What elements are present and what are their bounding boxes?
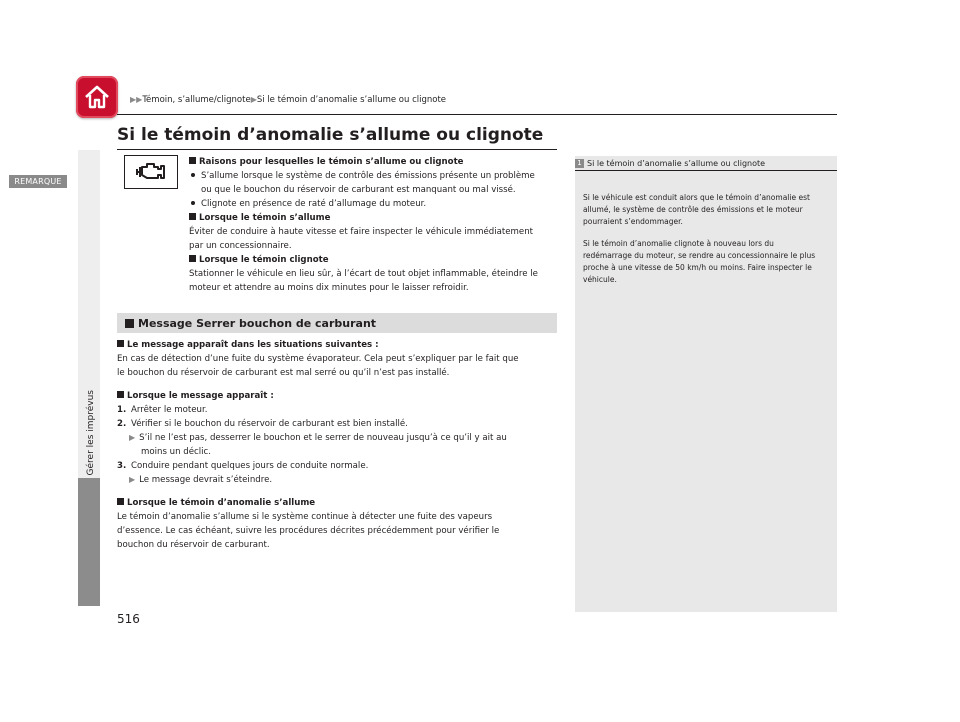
notes-paragraph: Si le véhicule est conduit alors que le témoin d’anomalie est allumé, le système de contrôle des émissions et le moteur pourraient s’endommager. Si le témoin d’anomalie clignote à nouveau lors du redémarrage du moteur, se rendre au concessionnaire le plus proche à une vitesse de 50 km/h ou moins. Faire inspecter le véhicule. [583, 193, 816, 284]
reference-number: 1 [575, 159, 584, 168]
list-item: Clignote en présence de raté d’allumage du moteur. [189, 197, 559, 211]
section-causes [189, 155, 559, 295]
paragraph-line: Le témoin d’anomalie s’allume si le système continue à détecter une fuite des vapeurs [117, 512, 493, 522]
paragraph-line: d’essence. Le cas échéant, suivre les procédures décrites précédemment pour vérifier le [117, 526, 500, 536]
square-bullet-icon [189, 157, 196, 164]
page-title: Si le témoin d’anomalie s’allume ou clignote [117, 125, 544, 145]
triangle-right-icon: ▶ [129, 433, 136, 442]
bullet-icon [191, 201, 195, 205]
square-bullet-icon [117, 498, 124, 505]
step-subitem: ▶ S’il ne l’est pas, desserrer le bouchon et le serrer de nouveau jusqu’à ce qu’il y ait au [129, 433, 507, 443]
paragraph-line: par un concessionnaire. [189, 241, 292, 251]
side-tab-marker[interactable] [78, 478, 100, 606]
step-item: 3. Conduire pendant quelques jours de conduite normale. [117, 461, 369, 471]
side-tab-label: Gérer les imprévus [86, 390, 96, 476]
breadcrumb-link-1[interactable]: Témoin, s’allume/clignote [142, 95, 251, 105]
paragraph-line: En cas de détection d’une fuite du système évaporateur. Cela peut s’expliquer par le fait que [117, 354, 519, 364]
page-number: 516 [117, 612, 140, 626]
chevron-right-icon: ▶ [250, 95, 257, 104]
paragraph-line: moteur et attendre au moins dix minutes pour le laisser refroidir. [189, 283, 469, 293]
notes-panel [575, 156, 837, 612]
square-bullet-icon [125, 319, 134, 328]
square-bullet-icon [189, 213, 196, 220]
indicator-box [124, 155, 178, 189]
chevron-right-icon: ▶▶ [130, 95, 143, 104]
paragraph-line: le bouchon du réservoir de carburant est mal serré ou qu’il n’est pas installé. [117, 368, 450, 378]
square-bullet-icon [117, 340, 124, 347]
step-subitem-continued: moins un déclic. [141, 447, 211, 457]
paragraph-line: Éviter de conduire à haute vitesse et faire inspecter le véhicule immédiatement [189, 227, 534, 237]
subheading: Lorsque le témoin s’allume [189, 211, 559, 225]
paragraph-line: bouchon du réservoir de carburant. [117, 540, 270, 550]
triangle-right-icon: ▶ [129, 475, 136, 484]
subheading: Lorsque le témoin clignote [189, 253, 559, 267]
header-rule [117, 114, 837, 115]
title-rule [117, 149, 557, 150]
square-bullet-icon [117, 391, 124, 398]
square-bullet-icon [189, 255, 196, 262]
home-button[interactable] [76, 76, 118, 118]
section-heading-fuel-cap: Message Serrer bouchon de carburant [117, 313, 557, 333]
remarque-badge: REMARQUE [9, 175, 67, 188]
subheading: Raisons pour lesquelles le témoin s’allume ou clignote [189, 155, 559, 169]
bullet-icon [191, 173, 195, 177]
subheading: Le message apparaît dans les situations suivantes : [117, 338, 557, 352]
paragraph-line: Stationner le véhicule en lieu sûr, à l’écart de tout objet inflammable, éteindre le [189, 269, 538, 279]
subheading: Lorsque le message apparaît : [117, 389, 557, 403]
notes-heading: 1 Si le témoin d’anomalie s’allume ou clignote [575, 159, 837, 168]
step-item: 1. Arrêter le moteur. [117, 405, 208, 415]
breadcrumb [130, 95, 446, 105]
list-item: S’allume lorsque le système de contrôle des émissions présente un problème [189, 169, 559, 183]
step-subitem: ▶ Le message devrait s’éteindre. [129, 475, 273, 485]
home-icon [83, 84, 111, 110]
check-engine-icon [134, 161, 168, 183]
section-fuel-cap [117, 338, 557, 552]
step-item: 2. Vérifier si le bouchon du réservoir de carburant est bien installé. [117, 419, 408, 429]
subheading: Lorsque le témoin d’anomalie s’allume [117, 496, 557, 510]
notes-rule [575, 170, 837, 171]
list-item-continued: ou que le bouchon du réservoir de carburant est manquant ou mal vissé. [201, 185, 516, 195]
breadcrumb-link-2[interactable]: Si le témoin d’anomalie s’allume ou clignote [256, 95, 447, 105]
